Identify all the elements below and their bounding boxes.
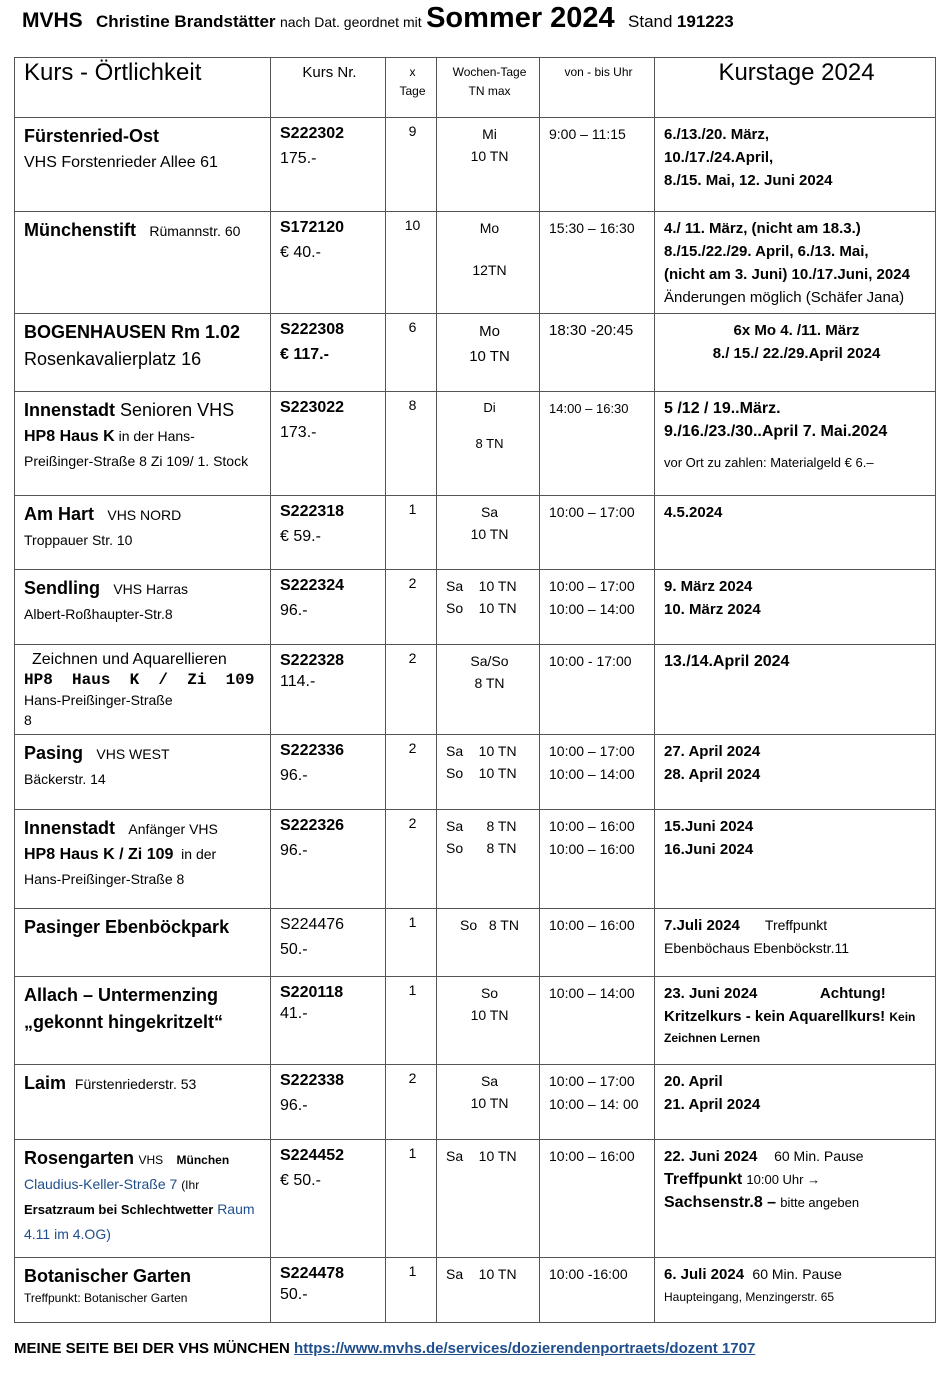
- table-cell: [655, 810, 936, 909]
- table-cell: [437, 977, 540, 1065]
- cell-text: BOGENHAUSEN Rm 1.02: [24, 322, 241, 342]
- table-row: [15, 570, 936, 645]
- table-cell: [15, 392, 271, 496]
- table-cell: 2: [386, 645, 437, 735]
- cell-text: München: [176, 1153, 230, 1167]
- table-cell: [271, 392, 386, 496]
- cell-text: (Ihr: [181, 1178, 200, 1192]
- cell-text: 60 Min. Pause: [774, 1148, 864, 1164]
- table-cell: [437, 570, 540, 645]
- cell-text: So 10 TN: [446, 765, 517, 781]
- table-cell: [15, 1140, 271, 1258]
- table-cell: 10:00 – 17:00: [540, 496, 655, 570]
- table-cell: [271, 212, 386, 314]
- cell-text: S220118: [280, 984, 344, 1001]
- cell-text: 4./ 11. März, (nicht am 18.3.): [664, 220, 861, 237]
- table-cell: So 8 TN: [437, 909, 540, 977]
- cell-text: 9. März 2024: [664, 578, 753, 595]
- table-row: [15, 810, 936, 909]
- cell-text: Allach – Untermenzing: [24, 985, 219, 1005]
- table-cell: 1: [386, 977, 437, 1065]
- cell-text: S222338: [280, 1072, 345, 1089]
- table-cell: [540, 810, 655, 909]
- table-cell: [271, 810, 386, 909]
- table-cell: [271, 735, 386, 810]
- table-row: [15, 496, 936, 570]
- table-row: [15, 909, 936, 977]
- cell-text: 6. Juli 2024: [664, 1266, 745, 1283]
- cell-text: Preißinger-Straße 8 Zi 109/ 1. Stock: [24, 453, 249, 469]
- cell-text: HP8 Haus K: [24, 428, 115, 445]
- cell-text: in der Hans-: [118, 428, 195, 444]
- cell-text: Änderungen möglich (Schäfer Jana): [664, 289, 905, 306]
- stand-label: Stand: [628, 12, 673, 31]
- table-row: [15, 1140, 936, 1258]
- cell-text: 23. Juni 2024: [664, 985, 758, 1002]
- table-cell: [655, 570, 936, 645]
- table-cell: 10:00 – 14:00: [540, 977, 655, 1065]
- table-cell: [655, 392, 936, 496]
- cell-text: Haupteingang, Menzingerstr. 65: [664, 1290, 835, 1304]
- cell-text: 10 TN: [469, 348, 510, 365]
- cell-text: Raum: [217, 1201, 255, 1217]
- cell-text: Zeichnen und Aquarellieren: [32, 651, 227, 668]
- cell-text: 10:00 – 16:00: [549, 841, 635, 857]
- cell-text: 8 TN: [475, 436, 504, 451]
- col-location: Kurs - Örtlichkeit: [15, 58, 271, 118]
- cell-text: 12TN: [472, 262, 507, 278]
- table-cell: [437, 810, 540, 909]
- cell-text: 9./16./23./30..April 7. Mai.2024: [664, 423, 888, 440]
- col-days: Wochen-Tage TN max: [437, 58, 540, 118]
- table-cell: [271, 1258, 386, 1323]
- table-cell: [271, 645, 386, 735]
- cell-text: vor Ort zu zahlen: Materialgeld € 6.–: [664, 455, 874, 470]
- table-cell: [271, 909, 386, 977]
- cell-text: Treffpunkt: Botanischer Garten: [24, 1291, 188, 1305]
- table-cell: 6: [386, 314, 437, 392]
- cell-text: Fürstenriederstr. 53: [74, 1076, 197, 1092]
- cell-text: in der: [181, 846, 217, 862]
- table-cell: 2: [386, 735, 437, 810]
- table-row: [15, 392, 936, 496]
- cell-text: Hans-Preißinger-Straße: [24, 692, 173, 708]
- table-cell: 2: [386, 1065, 437, 1140]
- cell-text: Sachsenstr.8 –: [664, 1194, 777, 1211]
- cell-text: Treffpunkt: [764, 917, 828, 933]
- table-cell: [271, 1140, 386, 1258]
- table-cell: [437, 212, 540, 314]
- cell-text: 173.-: [280, 424, 317, 441]
- table-cell: [655, 977, 936, 1065]
- cell-text: 22. Juni 2024: [664, 1148, 758, 1165]
- cell-text: S222326: [280, 817, 345, 834]
- cell-text: 10:00 – 14: 00: [549, 1096, 639, 1112]
- teacher-name: Christine Brandstätter: [96, 12, 276, 31]
- cell-text: HP8 Haus K / Zi 109: [24, 671, 255, 689]
- cell-text: 10:00 Uhr →: [746, 1172, 821, 1187]
- cell-text: Am Hart: [24, 504, 95, 524]
- table-cell: [15, 1258, 271, 1323]
- cell-text: Bäckerstr. 14: [24, 771, 106, 787]
- table-cell: [271, 570, 386, 645]
- table-cell: 1: [386, 1140, 437, 1258]
- cell-text: S222328: [280, 652, 345, 669]
- cell-text: 10:00 – 14:00: [549, 766, 635, 782]
- cell-text: S172120: [280, 219, 345, 236]
- cell-text: 50.-: [280, 941, 308, 958]
- cell-text: (nicht am 3. Juni) 10./17.Juni, 2024: [664, 266, 910, 283]
- cell-text: Achtung!: [819, 985, 886, 1002]
- table-cell: [437, 392, 540, 496]
- table-cell: [271, 314, 386, 392]
- cell-text: S222336: [280, 742, 345, 759]
- cell-text: Sa 10 TN: [446, 743, 517, 759]
- table-cell: [437, 118, 540, 212]
- course-table: [14, 57, 936, 1323]
- cell-text: Kein: [889, 1010, 916, 1024]
- footer-label: MEINE SEITE BEI DER VHS MÜNCHEN: [14, 1340, 290, 1357]
- table-cell: [437, 645, 540, 735]
- cell-text: Rosengarten: [24, 1148, 135, 1168]
- table-cell: [15, 1065, 271, 1140]
- cell-text: Mo: [479, 323, 500, 340]
- page-header: [22, 2, 932, 35]
- table-header-row: [15, 58, 936, 118]
- table-row: [15, 212, 936, 314]
- table-cell: [655, 118, 936, 212]
- table-cell: 10: [386, 212, 437, 314]
- cell-text: 96.-: [280, 767, 308, 784]
- cell-text: 96.-: [280, 842, 308, 859]
- cell-text: Sa/So: [470, 653, 509, 669]
- table-cell: [437, 314, 540, 392]
- sort-note: nach Dat. geordnet mit: [279, 14, 422, 30]
- table-cell: [15, 212, 271, 314]
- cell-text: Botanischer Garten: [24, 1266, 192, 1286]
- table-cell: [655, 212, 936, 314]
- cell-text: 28. April 2024: [664, 766, 761, 783]
- cell-text: S222308: [280, 321, 345, 338]
- cell-text: € 50.-: [280, 1172, 321, 1189]
- table-row: [15, 1065, 936, 1140]
- stand-value: 191223: [676, 12, 734, 31]
- col-time: von - bis Uhr: [540, 58, 655, 118]
- table-row: [15, 977, 936, 1065]
- table-cell: [655, 1258, 936, 1323]
- table-cell: 15:30 – 16:30: [540, 212, 655, 314]
- cell-text: Claudius-Keller-Straße 7: [24, 1176, 178, 1192]
- cell-text: Sa 8 TN: [446, 818, 517, 834]
- table-cell: [271, 1065, 386, 1140]
- table-cell: [15, 810, 271, 909]
- table-cell: [540, 570, 655, 645]
- cell-text: S224476: [280, 916, 345, 933]
- table-cell: [655, 496, 936, 570]
- table-cell: [655, 314, 936, 392]
- cell-text: Sa: [480, 504, 499, 520]
- table-row: [15, 314, 936, 392]
- table-cell: [540, 735, 655, 810]
- cell-text: Sendling: [24, 578, 100, 598]
- table-cell: 10:00 -16:00: [540, 1258, 655, 1323]
- table-cell: [437, 496, 540, 570]
- cell-text: S223022: [280, 399, 345, 416]
- table-cell: [655, 645, 936, 735]
- cell-text: 8./15./22./29. April, 6./13. Mai,: [664, 243, 869, 260]
- cell-text: 5 /12 / 19..März.: [664, 400, 781, 417]
- table-cell: [15, 118, 271, 212]
- cell-text: 50.-: [280, 1286, 308, 1303]
- table-cell: 2: [386, 810, 437, 909]
- cell-text: VHS Forstenrieder Allee 61: [24, 154, 218, 171]
- cell-text: Di: [483, 400, 496, 415]
- cell-text: Innenstadt: [24, 818, 116, 838]
- table-cell: 9: [386, 118, 437, 212]
- cell-text: € 117.-: [280, 346, 329, 363]
- cell-text: Sa 10 TN: [446, 578, 517, 594]
- cell-text: Mi: [482, 126, 497, 142]
- col-nr: Kurs Nr.: [271, 58, 386, 118]
- table-cell: 10:00 – 16:00: [540, 1140, 655, 1258]
- cell-text: Pasing: [24, 743, 84, 763]
- table-cell: Sa 10 TN: [437, 1140, 540, 1258]
- table-cell: [15, 909, 271, 977]
- cell-text: Mo: [479, 220, 500, 236]
- cell-text: Pasinger Ebenböckpark: [24, 917, 230, 937]
- cell-text: Münchenstift: [24, 220, 136, 240]
- footer: [14, 1340, 755, 1357]
- cell-text: VHS Harras: [113, 581, 189, 597]
- cell-text: Laim: [24, 1073, 67, 1093]
- org-name: MVHS: [22, 9, 83, 32]
- cell-text: So 10 TN: [446, 600, 517, 616]
- cell-text: S224478: [280, 1265, 345, 1282]
- table-cell: [655, 1065, 936, 1140]
- cell-text: Zeichnen Lernen: [664, 1031, 761, 1045]
- col-x: x Tage: [386, 58, 437, 118]
- table-cell: 18:30 -20:45: [540, 314, 655, 392]
- cell-text: Kritzelkurs - kein Aquarellkurs!: [664, 1008, 886, 1025]
- cell-text: Treffpunkt: [664, 1171, 743, 1188]
- table-cell: [271, 977, 386, 1065]
- cell-text: 10 TN: [470, 1007, 509, 1023]
- cell-text: 6x Mo 4. /11. März: [733, 322, 860, 339]
- cell-text: 10:00 – 14:00: [549, 601, 635, 617]
- col-dates: Kurstage 2024: [655, 58, 936, 118]
- table-cell: 8: [386, 392, 437, 496]
- cell-text: S222318: [280, 503, 345, 520]
- cell-text: HP8 Haus K / Zi 109: [24, 846, 174, 863]
- cell-text: Ersatzraum bei Schlechtwetter: [24, 1202, 214, 1217]
- table-cell: [655, 909, 936, 977]
- cell-text: 10:00 – 17:00: [549, 743, 635, 759]
- cell-text: 16.Juni 2024: [664, 841, 754, 858]
- table-cell: [437, 1065, 540, 1140]
- cell-text: So: [480, 985, 499, 1001]
- cell-text: Hans-Preißinger-Straße 8: [24, 871, 185, 887]
- cell-text: 15.Juni 2024: [664, 818, 754, 835]
- table-cell: 10:00 - 17:00: [540, 645, 655, 735]
- cell-text: 6./13./20. März,: [664, 126, 770, 143]
- cell-text: 10./17./24.April,: [664, 149, 774, 166]
- cell-text: 10 TN: [470, 1095, 509, 1111]
- table-cell: [15, 977, 271, 1065]
- cell-text: Rümannstr. 60: [149, 223, 241, 239]
- table-cell: [15, 314, 271, 392]
- cell-text: VHS: [138, 1153, 164, 1167]
- cell-text: € 59.-: [280, 528, 321, 545]
- cell-text: 10:00 – 16:00: [549, 818, 635, 834]
- cell-text: 4.5.2024: [664, 504, 723, 521]
- table-cell: [15, 496, 271, 570]
- table-cell: [15, 735, 271, 810]
- cell-text: 20. April: [664, 1073, 723, 1090]
- cell-text: Ebenböchaus Ebenböckstr.11: [664, 940, 849, 956]
- table-cell: 9:00 – 11:15: [540, 118, 655, 212]
- cell-text: 175.-: [280, 150, 317, 167]
- table-cell: [655, 1140, 936, 1258]
- table-cell: Sa 10 TN: [437, 1258, 540, 1323]
- cell-text: € 40.-: [280, 244, 321, 261]
- cell-text: 114.-: [280, 673, 316, 690]
- cell-text: 60 Min. Pause: [752, 1266, 842, 1282]
- cell-text: 13./14.April 2024: [664, 653, 790, 670]
- cell-text: Anfänger VHS: [128, 821, 218, 837]
- table-cell: [271, 496, 386, 570]
- cell-text: So 8 TN: [446, 840, 517, 856]
- table-row: [15, 645, 936, 735]
- table-cell: [271, 118, 386, 212]
- cell-text: 41.-: [280, 1005, 308, 1022]
- cell-text: 8./ 15./ 22./29.April 2024: [712, 345, 881, 362]
- cell-text: 8: [24, 712, 32, 728]
- table-cell: 1: [386, 909, 437, 977]
- cell-text: 21. April 2024: [664, 1096, 761, 1113]
- cell-text: Fürstenried-Ost: [24, 126, 160, 146]
- cell-text: 8./15. Mai, 12. Juni 2024: [664, 172, 833, 189]
- cell-text: 96.-: [280, 1097, 308, 1114]
- table-cell: [437, 735, 540, 810]
- profile-link[interactable]: https://www.mvhs.de/services/dozierendenportraets/dozent 1707: [294, 1340, 756, 1357]
- cell-text: bitte angeben: [780, 1195, 860, 1210]
- table-cell: [540, 1065, 655, 1140]
- cell-text: 10:00 – 17:00: [549, 578, 635, 594]
- table-cell: [655, 735, 936, 810]
- table-cell: 10:00 – 16:00: [540, 909, 655, 977]
- cell-text: Innenstadt: [24, 400, 116, 420]
- cell-text: 8 TN: [474, 675, 505, 691]
- cell-text: 27. April 2024: [664, 743, 761, 760]
- cell-text: S222324: [280, 577, 345, 594]
- cell-text: 10 TN: [470, 148, 509, 164]
- cell-text: Rosenkavalierplatz 16: [24, 349, 202, 369]
- cell-text: 10:00 – 17:00: [549, 1073, 635, 1089]
- table-row: [15, 735, 936, 810]
- table-cell: 14:00 – 16:30: [540, 392, 655, 496]
- cell-text: Troppauer Str. 10: [24, 532, 133, 548]
- cell-text: 96.-: [280, 602, 308, 619]
- cell-text: Albert-Roßhaupter-Str.8: [24, 606, 173, 622]
- cell-text: S222302: [280, 125, 345, 142]
- cell-text: „gekonnt hingekritzelt“: [24, 1012, 224, 1032]
- cell-text: VHS NORD: [107, 507, 182, 523]
- cell-text: 7.Juli 2024: [664, 917, 740, 934]
- cell-text: 10 TN: [470, 526, 509, 542]
- cell-text: S224452: [280, 1147, 345, 1164]
- season-title: Sommer 2024: [426, 2, 615, 34]
- table-row: [15, 1258, 936, 1323]
- cell-text: Senioren VHS: [120, 400, 235, 420]
- table-row: [15, 118, 936, 212]
- cell-text: Sa: [480, 1073, 499, 1089]
- cell-text: 10. März 2024: [664, 601, 761, 618]
- cell-text: VHS WEST: [96, 746, 170, 762]
- table-cell: [15, 645, 271, 735]
- table-cell: 1: [386, 496, 437, 570]
- table-cell: 1: [386, 1258, 437, 1323]
- cell-text: 4.11 im 4.OG): [24, 1226, 111, 1242]
- table-cell: [15, 570, 271, 645]
- table-cell: 2: [386, 570, 437, 645]
